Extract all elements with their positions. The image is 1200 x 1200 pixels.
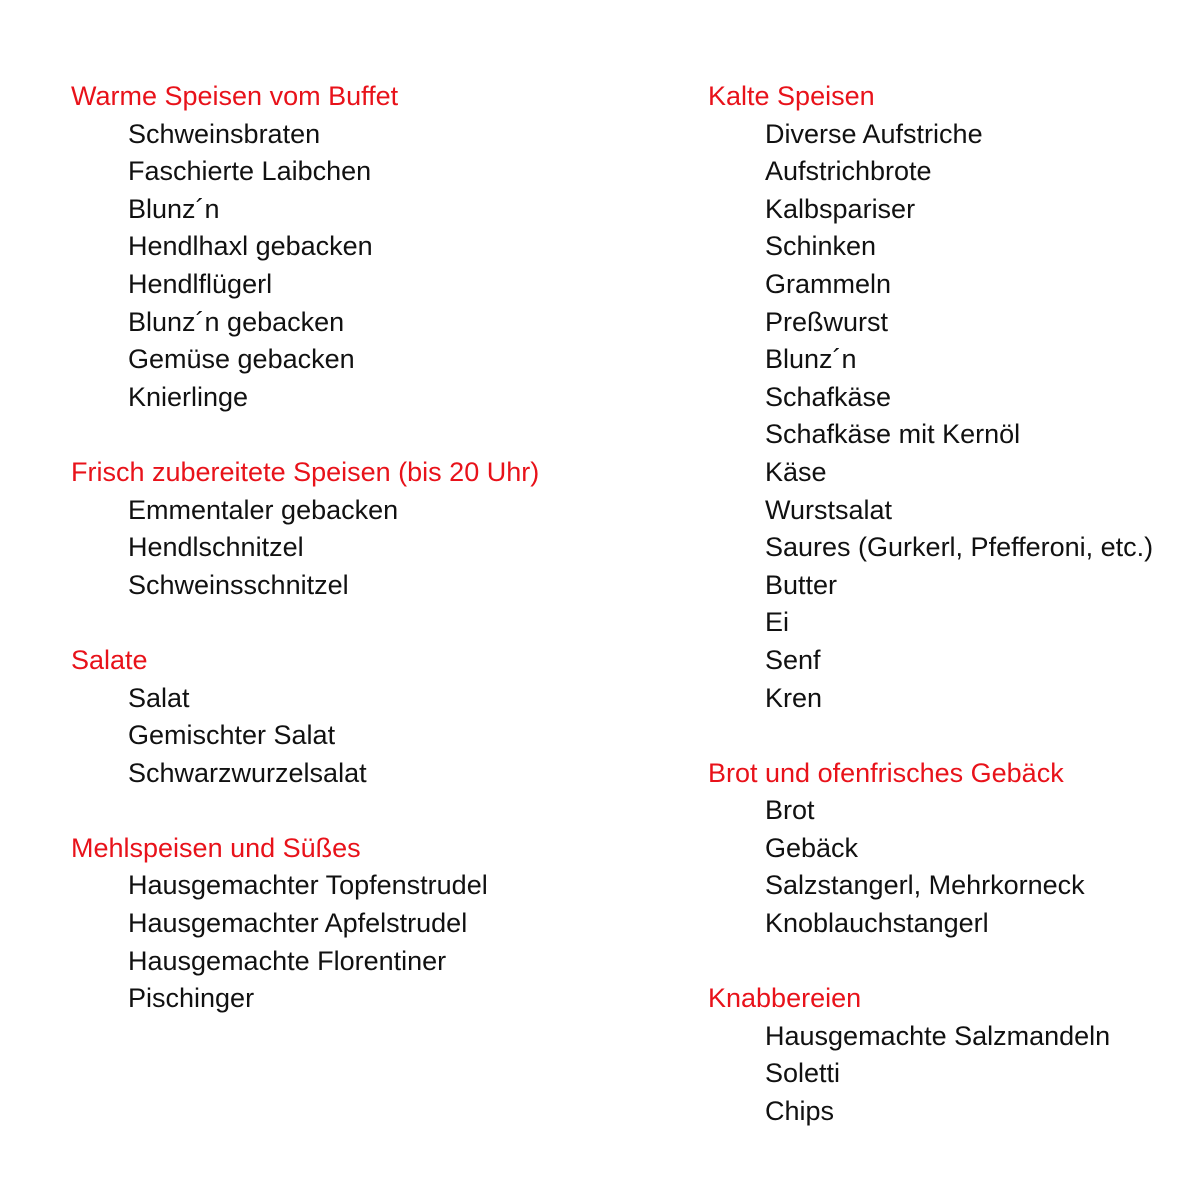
menu-item: Schafkäse mit Kernöl — [765, 419, 1021, 450]
menu-item: Kren — [765, 682, 823, 713]
menu-item: Schinken — [765, 231, 877, 262]
section-heading: Kalte Speisen — [708, 81, 875, 111]
section-kalte-speisen — [708, 78, 1200, 717]
menu-item: Schwarzwurzelsalat — [128, 757, 367, 788]
item-list — [71, 492, 671, 605]
menu-item: Knierlinge — [128, 381, 249, 412]
item-list — [71, 867, 671, 1017]
section-mehlspeisen — [71, 830, 671, 1018]
menu-item: Gemischter Salat — [128, 720, 336, 751]
menu-item: Schweinsbraten — [128, 118, 321, 149]
menu-item: Salat — [128, 682, 190, 713]
right-column — [708, 78, 1200, 1168]
section-heading: Salate — [71, 644, 148, 675]
menu-item: Saures (Gurkerl, Pfefferoni, etc.) — [765, 532, 1154, 563]
menu-item: Knoblauchstangerl — [765, 908, 989, 939]
menu-item: Schweinsschnitzel — [128, 569, 349, 600]
menu-item: Blunz´n — [128, 193, 220, 224]
menu-item: Chips — [765, 1096, 835, 1127]
section-heading: Frisch zubereitete Speisen (bis 20 Uhr) — [71, 456, 540, 487]
menu-item: Hendlhaxl gebacken — [128, 231, 373, 262]
section-knabbereien — [708, 980, 1200, 1130]
menu-item: Senf — [765, 644, 821, 675]
menu-item: Wurstsalat — [765, 494, 893, 525]
menu-item: Soletti — [765, 1058, 841, 1089]
menu-item: Käse — [765, 456, 827, 487]
menu-item: Butter — [765, 569, 838, 600]
menu-item: Hendlflügerl — [128, 268, 273, 299]
item-list — [708, 116, 1200, 718]
menu-item: Blunz´n gebacken — [128, 306, 345, 337]
section-heading: Knabbereien — [708, 983, 862, 1014]
section-heading: Mehlspeisen und Süßes — [71, 832, 361, 863]
item-list — [708, 1018, 1200, 1131]
menu-item: Diverse Aufstriche — [765, 118, 983, 149]
menu-item: Hausgemachte Salzmandeln — [765, 1020, 1111, 1051]
menu-item: Kalbspariser — [765, 193, 916, 224]
menu-item: Faschierte Laibchen — [128, 156, 372, 187]
section-warme-speisen — [71, 78, 671, 416]
menu-item: Gemüse gebacken — [128, 344, 355, 375]
menu-item: Salzstangerl, Mehrkorneck — [765, 870, 1085, 901]
menu-item: Preßwurst — [765, 306, 889, 337]
section-brot-gebaeck — [708, 755, 1200, 943]
section-frisch-zubereitet — [71, 454, 671, 604]
menu-item: Gebäck — [765, 832, 859, 863]
menu-item: Pischinger — [128, 983, 255, 1014]
menu-item: Aufstrichbrote — [765, 156, 932, 187]
menu-item: Emmentaler gebacken — [128, 494, 399, 525]
item-list — [708, 792, 1200, 942]
menu-item: Blunz´n — [765, 344, 857, 375]
section-heading: Brot und ofenfrisches Gebäck — [708, 757, 1064, 788]
menu-item: Hausgemachte Florentiner — [128, 945, 447, 976]
menu-item: Schafkäse — [765, 381, 892, 412]
item-list — [71, 116, 671, 417]
left-column — [71, 78, 671, 1055]
menu-item: Ei — [765, 607, 790, 638]
menu-item: Hausgemachter Topfenstrudel — [128, 870, 488, 901]
menu-item: Hausgemachter Apfelstrudel — [128, 908, 468, 939]
menu-item: Hendlschnitzel — [128, 532, 304, 563]
item-list — [71, 680, 671, 793]
menu-item: Brot — [765, 795, 815, 826]
menu-item: Grammeln — [765, 268, 892, 299]
section-salate — [71, 642, 671, 792]
section-heading: Warme Speisen vom Buffet — [71, 81, 399, 111]
